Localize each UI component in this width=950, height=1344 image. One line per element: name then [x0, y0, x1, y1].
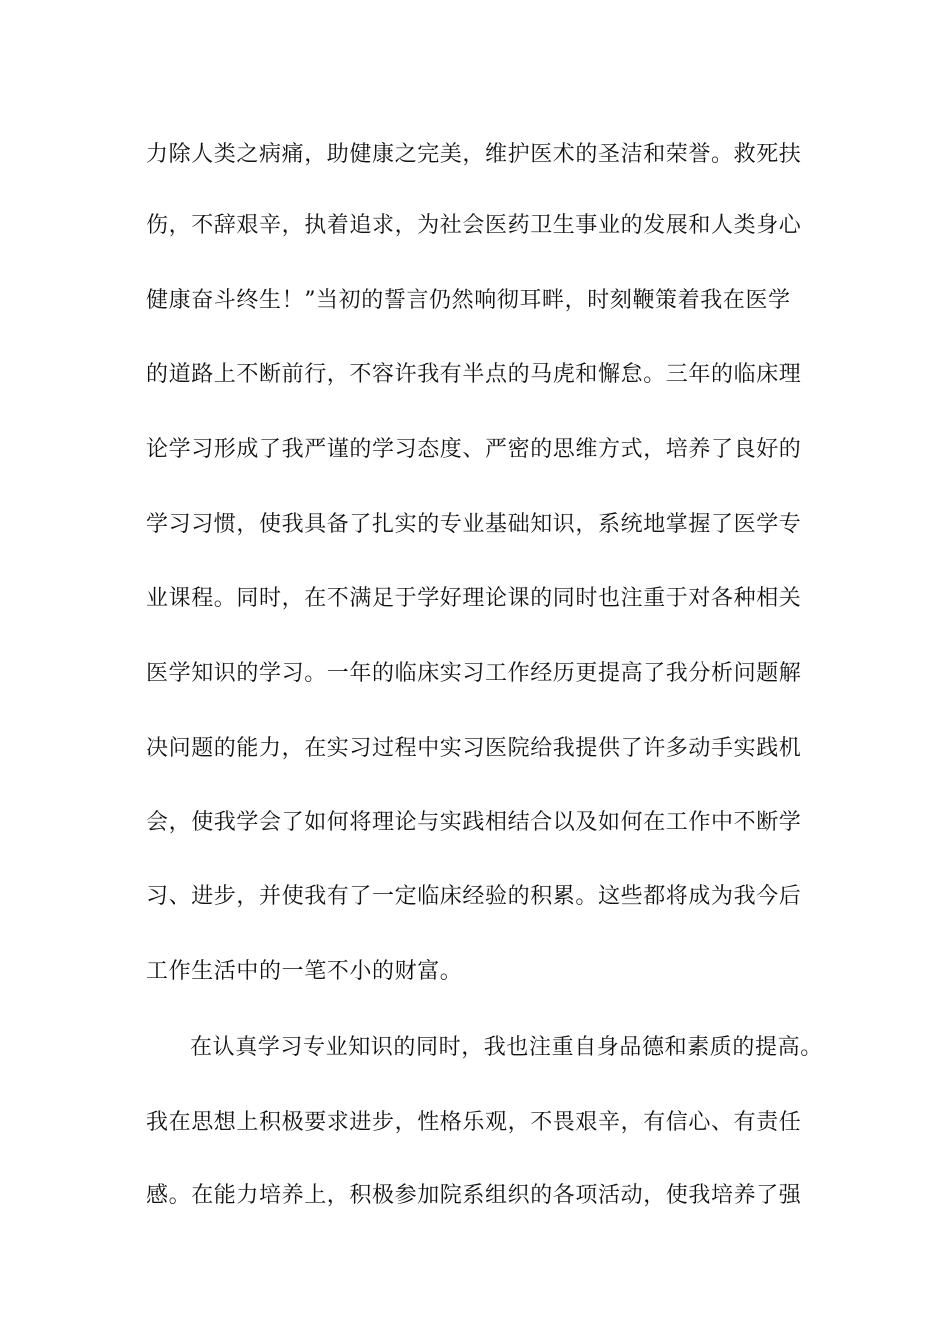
text-line: 健康奋斗终生！”当初的誓言仍然响彻耳畔，时刻鞭策着我在医学	[146, 288, 791, 313]
text-line: 的道路上不断前行，不容许我有半点的马虎和懈怠。三年的临床理	[146, 362, 802, 387]
text-line: 学习习惯，使我具备了扎实的专业基础知识，系统地掌握了医学专	[146, 512, 802, 537]
text-line: 论学习形成了我严谨的学习态度、严密的思维方式，培养了良好的	[146, 437, 802, 462]
paragraph-first-line: 在认真学习专业知识的同时，我也注重自身品德和素质的提高。	[190, 1035, 823, 1060]
text-line: 伤，不辞艰辛，执着追求，为社会医药卫生事业的发展和人类身心	[146, 213, 802, 238]
text-line: 力除人类之病痛，助健康之完美，维护医术的圣洁和荣誉。救死扶	[146, 142, 802, 167]
text-line: 感。在能力培养上，积极参加院系组织的各项活动，使我培养了强	[146, 1183, 802, 1208]
text-line: 业课程。同时，在不满足于学好理论课的同时也注重于对各种相关	[146, 586, 802, 611]
text-line: 医学知识的学习。一年的临床实习工作经历更提高了我分析问题解	[146, 661, 802, 686]
text-line: 我在思想上积极要求进步，性格乐观，不畏艰辛，有信心、有责任	[146, 1110, 802, 1135]
text-line: 决问题的能力，在实习过程中实习医院给我提供了许多动手实践机	[146, 736, 802, 761]
text-line: 习、进步，并使我有了一定临床经验的积累。这些都将成为我今后	[146, 884, 802, 909]
text-line: 会，使我学会了如何将理论与实践相结合以及如何在工作中不断学	[146, 810, 802, 835]
text-line: 工作生活中的一笔不小的财富。	[146, 959, 463, 984]
